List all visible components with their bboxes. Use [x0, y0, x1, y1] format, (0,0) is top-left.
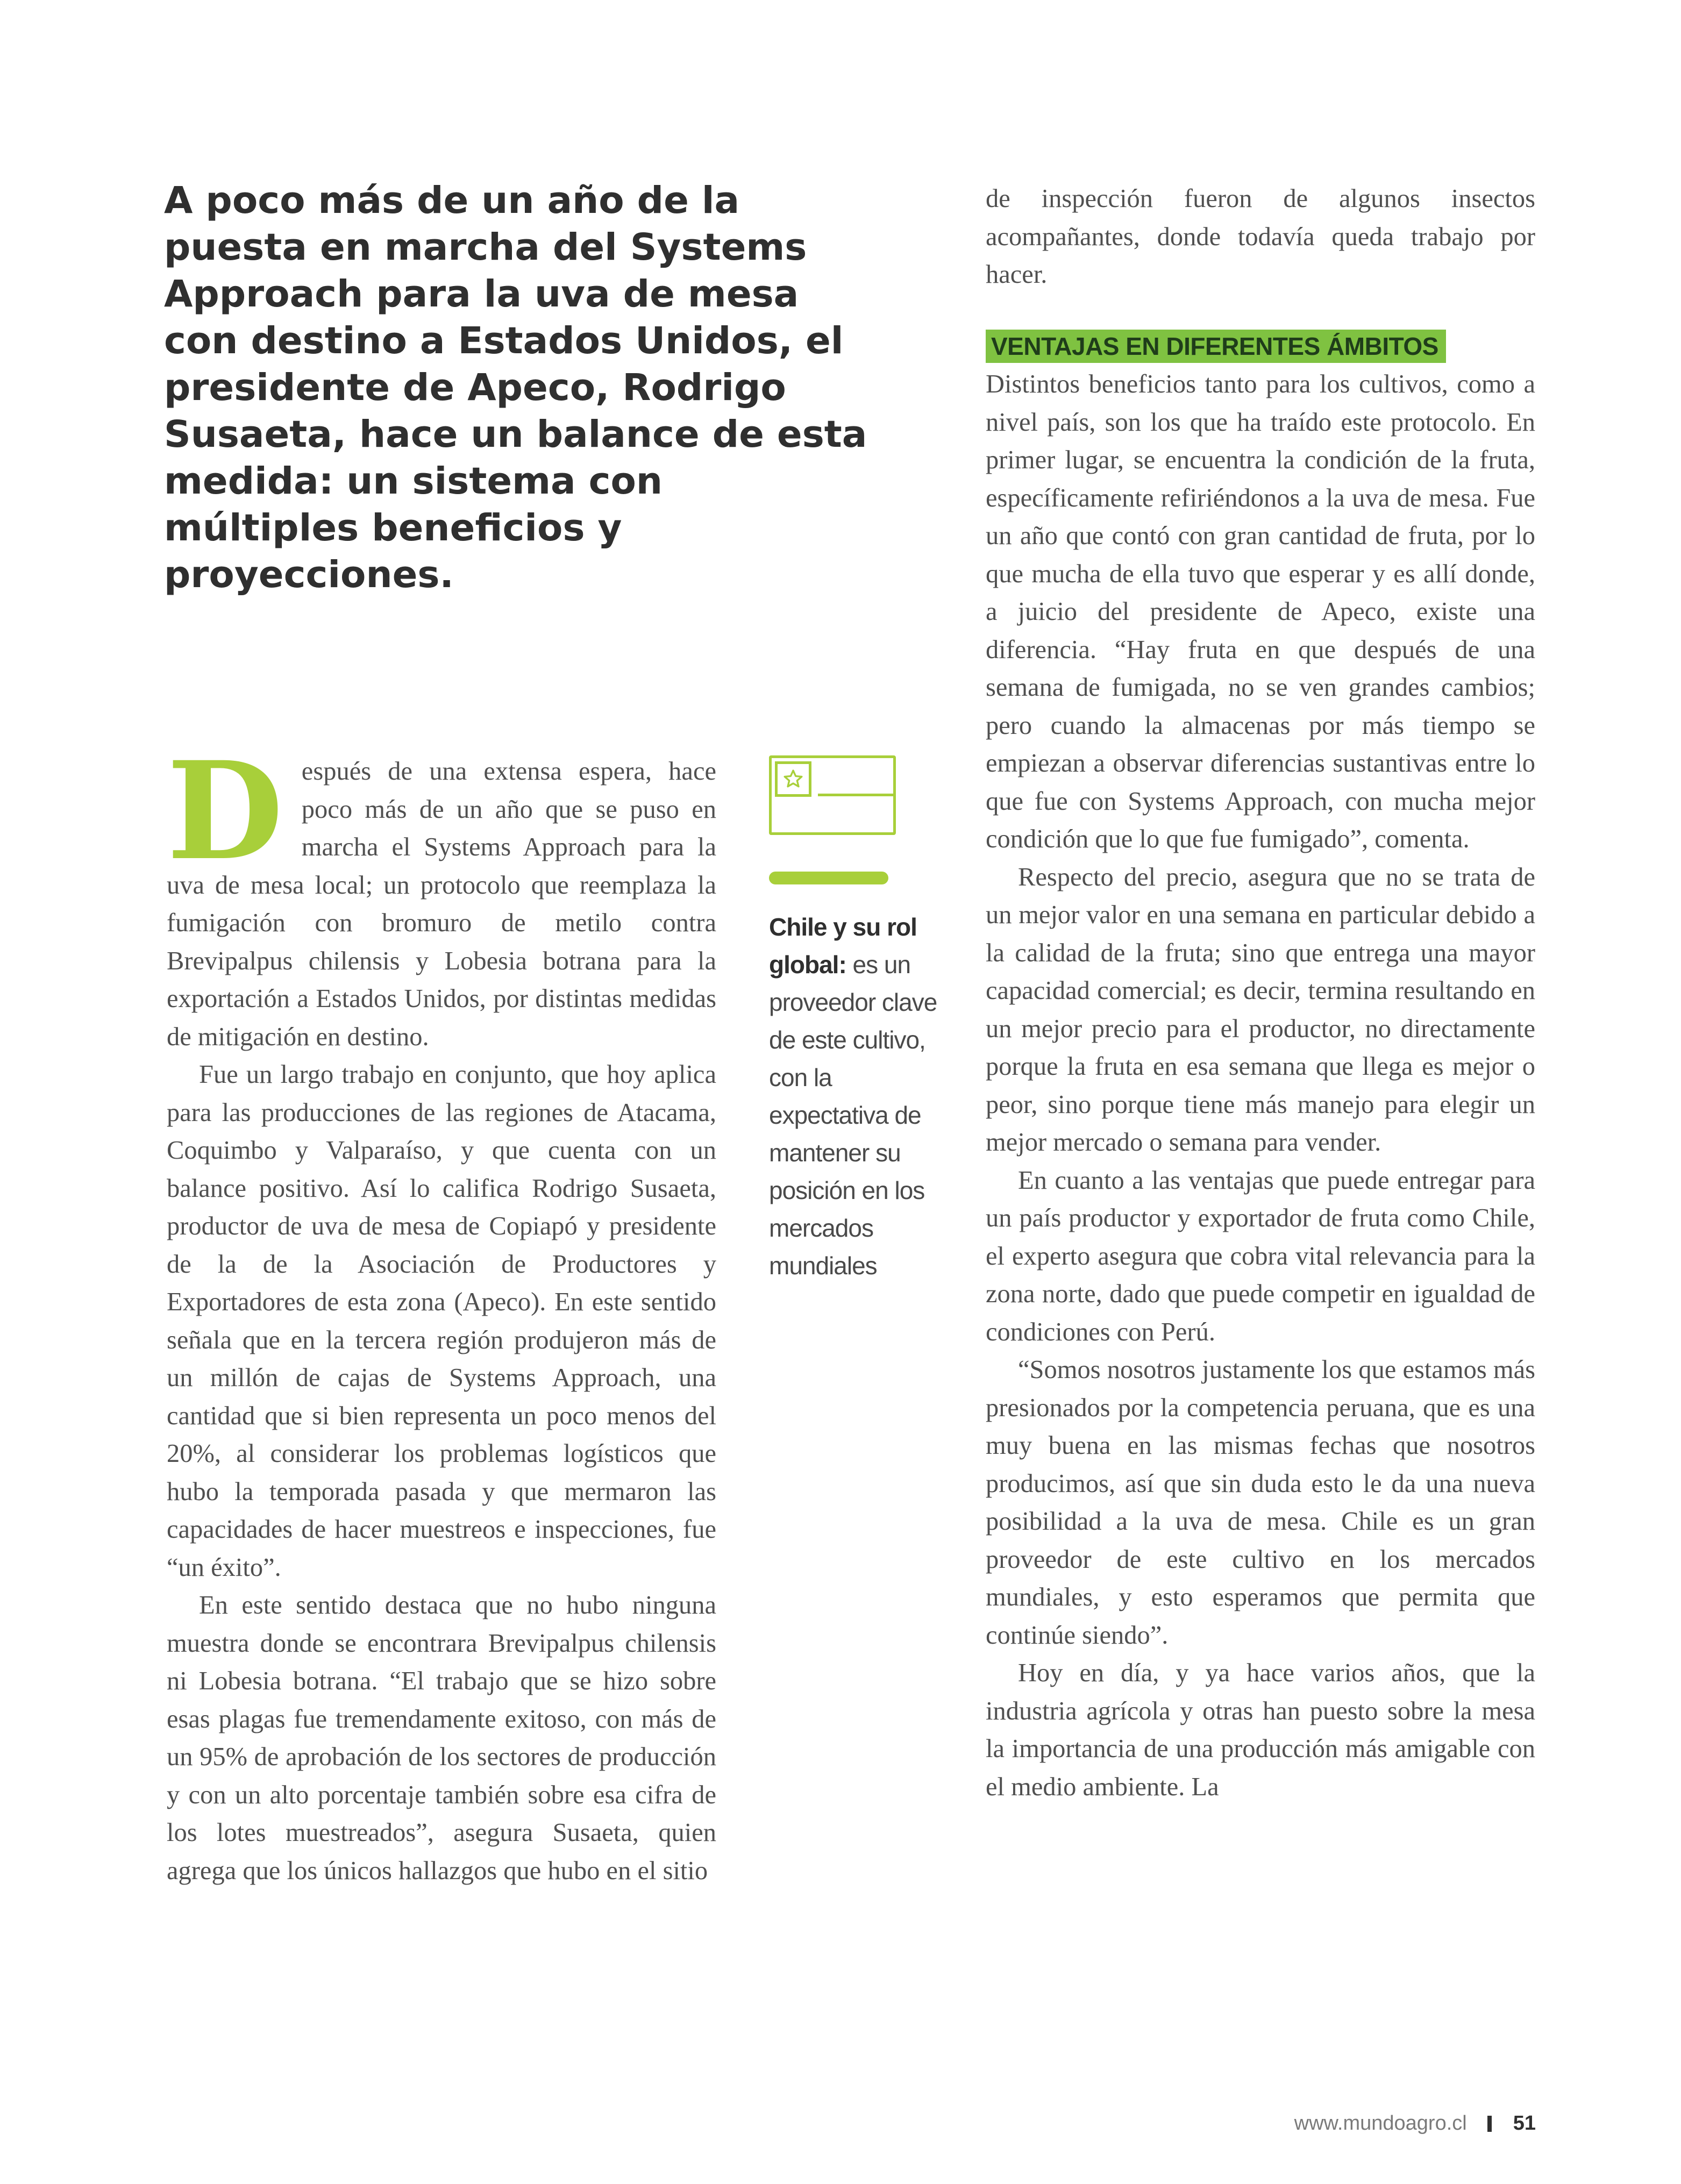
article-paragraph: Fue un largo trabajo en conjunto, que hoy aplica para las producciones de las regiones de Atacama, Coquimbo y Valparaíso, y que cuenta con un balance positivo. Así lo califica Rodrigo Susaeta, productor de uva de mesa de Copiapó y presidente de la de la Asociación de Productores y Exportadores de esta zona (Apeco). En este sentido señala que en la tercera región produjeron más de un millón de cajas de Systems Approach, una cantidad que si bien representa un poco menos del 20%, al considerar los problemas logísticos que hubo la temporada pasada y que mermaron las capacidades de hacer muestreos e inspecciones, fue “un éxito”.: [167, 1060, 716, 1582]
article-paragraph: “Somos nosotros justamente los que estamos más presionados por la competencia peruana, que es una muy buena en las mismas fechas que nosotros producimos, así que sin duda esto le da una nueva posibilidad a la uva de mesa. Chile es un gran proveedor de este cultivo en los mercados mundiales, y esto esperamos que permita que continúe siendo”.: [986, 1355, 1535, 1650]
article-paragraph: [167, 732, 716, 1056]
sidebar-divider-bar: [769, 872, 888, 884]
footer-separator: [1487, 2116, 1492, 2132]
article-paragraph: Distintos beneficios tanto para los cultivos, como a nivel país, son los que ha traído este protocolo. En primer lugar, se encuentra la condición de la fruta, específicamente refiriéndonos a la uva de mesa. Fue un año que contó con gran cantidad de fruta, por lo que mucha de ella tuvo que esperar y es allí donde, a juicio del presidente de Apeco, existe una diferencia. “Hay fruta en que después de una semana de fumigada, no se ven grandes cambios; pero cuando la almacenas por más tiempo se empiezan a observar diferencias sustantivas entre lo que fue con Systems Approach, con mucha mejor condición que lo que fue fumigado”, comenta.: [986, 370, 1535, 853]
article-paragraph: En este sentido destaca que no hubo ninguna muestra donde se encontrara Brevipalpus chilensis ni Lobesia botrana. “El trabajo que se hizo sobre esas plagas fue tremendamente exitoso, con más de un 95% de aprobación de los sectores de producción y con un alto porcentaje también sobre esa cifra de los lotes muestreados”, asegura Susaeta, quien agrega que los únicos hallazgos que hubo en el sitio: [167, 1591, 716, 1885]
article-paragraph: Respecto del precio, asegura que no se trata de un mejor valor en una semana en particular debido a la calidad de la fruta; sino que entrega una mayor capacidad comercial; es decir, termina resultando en un mejor precio para el productor, no directamente porque la fruta en esa semana que llega es mejor o peor, sino porque tiene más manejo para elegir un mejor mercado o semana para vender.: [986, 862, 1535, 1157]
flag-icon: [769, 755, 896, 835]
article-column-right: [986, 180, 1535, 1806]
sidebar-callout: [769, 755, 946, 1284]
article-paragraph: Hoy en día, y ya hace varios años, que la industria agrícola y otras han puesto sobre la mesa la importancia de una producción más amigable con el medio ambiente. La: [986, 1659, 1535, 1801]
sidebar-body: es un proveedor clave de este cultivo, con la expectativa de mantener su posición en los mercados mundiales: [769, 951, 937, 1280]
article-paragraph-text: espués de una extensa espera, hace poco más de un año que se puso en marcha el Systems Approach para la uva de mesa local; un protocolo que reemplaza la fumigación con bromuro de metilo contra Brevipalpus chilensis y Lobesia botrana para la exportación a Estados Unidos, por distintas medidas de mitigación en destino.: [167, 757, 716, 1051]
star-icon: [775, 761, 811, 797]
page-footer: [1294, 2110, 1536, 2136]
sidebar-title: Chile y su rol global:: [769, 913, 917, 979]
website-link[interactable]: www.mundoagro.cl: [1294, 2112, 1467, 2135]
drop-cap: D: [167, 732, 283, 890]
section-heading: VENTAJAS EN DIFERENTES ÁMBITOS: [986, 330, 1446, 363]
page-number: 51: [1513, 2112, 1536, 2135]
article-paragraph: En cuanto a las ventajas que puede entregar para un país productor y exportador de fruta como Chile, el experto asegura que cobra vital relevancia para la zona norte, dado que puede competir en igualdad de condiciones con Perú.: [986, 1166, 1535, 1346]
sidebar-text: [769, 908, 946, 1284]
article-column-left: [167, 732, 716, 1890]
lead-paragraph: A poco más de un año de la puesta en marcha del Systems Approach para la uva de mesa con destino a Estados Unidos, el presidente de Apeco, Rodrigo Susaeta, hace un balance de esta medida: un sistema con múltiples beneficios y proyecciones.: [164, 179, 867, 596]
flag-stripe: [818, 794, 893, 796]
article-paragraph: de inspección fueron de algunos insectos acompañantes, donde todavía queda trabajo por hacer.: [986, 184, 1535, 289]
